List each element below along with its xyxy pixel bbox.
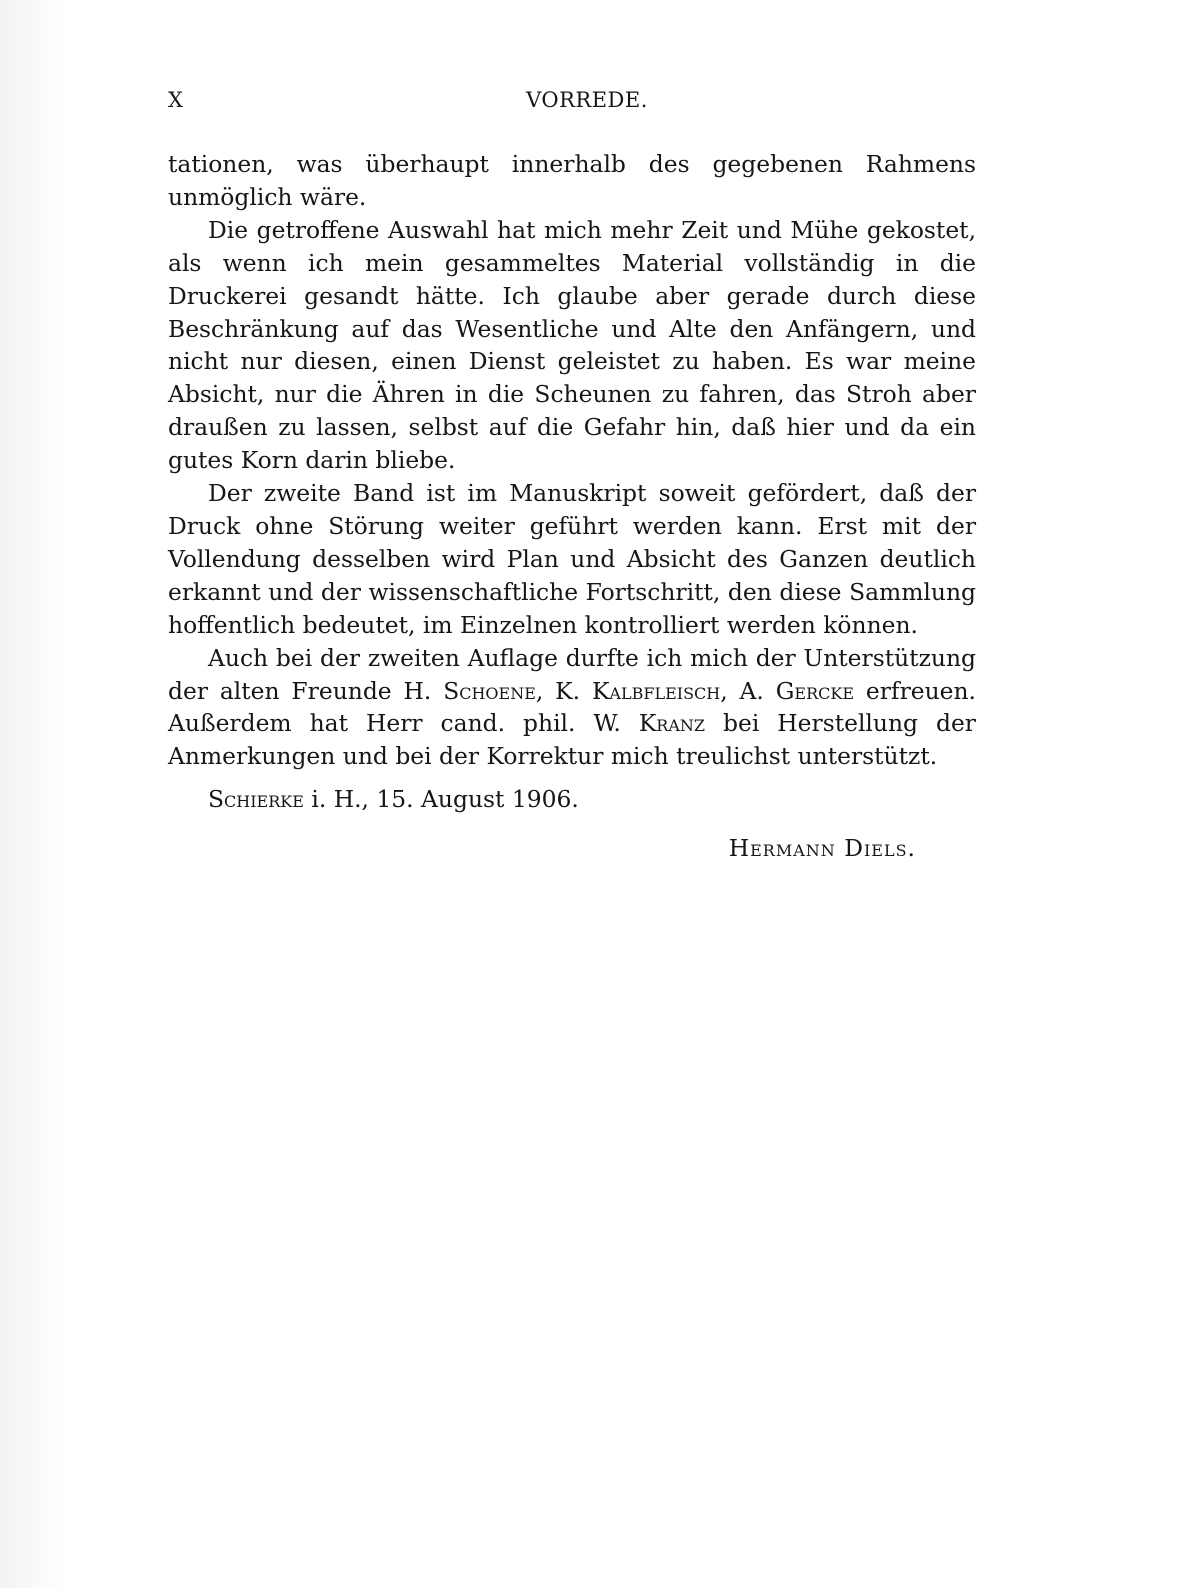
dateline-date: i. H., 15. August 1906. (303, 785, 579, 814)
running-head (168, 88, 976, 122)
name-gercke: Gercke (775, 676, 855, 705)
paragraph-4-text-1: Auch bei der zweiten Auflage durfte ich mich der Unterstützung der alten Freunde H. (168, 643, 976, 705)
signature (168, 832, 976, 865)
paragraph-4-text-2: , K. (535, 676, 592, 705)
paragraph-3: Der zweite Band ist im Manuskript soweit gefördert, daß der Druck ohne Störung weiter geführt werden kann. Erst mit der Vollendung desselben wird Plan und Absicht des Ganzen deutlich erkannt und der wissenschaftliche Fortschritt, den diese Sammlung hoffentlich bedeutet, im Einzelnen kontrolliert werden können. (168, 479, 976, 639)
page-number: X (168, 88, 184, 112)
dateline-place: Schierke (208, 785, 304, 814)
paragraph-2: Die getroffene Auswahl hat mich mehr Zeit und Mühe gekostet, als wenn ich mein gesammeltes Material vollständig in die Druckerei gesandt hätte. Ich glaube aber gerade durch diese Beschränkung auf das Wesentliche und Alte den Anfängern, und nicht nur diesen, einen Dienst geleistet zu haben. Es war meine Absicht, nur die Ähren in die Scheunen zu fahren, das Stroh aber draußen zu lassen, selbst auf die Gefahr hin, daß hier und da ein gutes Korn darin bliebe. (168, 215, 976, 475)
name-schoene: Schoene (443, 676, 536, 705)
running-head-title: VORREDE. (526, 88, 648, 112)
name-kalbfleisch: Kalbfleisch (591, 676, 721, 705)
paragraph-4-text-4: erfreuen. Außerdem hat Herr cand. phil. W. (168, 676, 976, 738)
body-text (168, 148, 976, 773)
scan-shadow (0, 0, 70, 1588)
paragraph-4 (168, 642, 976, 774)
paragraph-1: tationen, was überhaupt innerhalb des gegebenen Rahmens unmöglich wäre. (168, 150, 976, 211)
paragraph-4-text-3: , A. (720, 676, 776, 705)
signature-name: Hermann Diels. (728, 834, 916, 863)
paragraph-4-text-5: bei Herstellung der Anmerkungen und bei der Korrektur mich treulichst unterstützt. (168, 709, 976, 771)
name-kranz: Kranz (638, 709, 706, 738)
dateline (168, 783, 976, 816)
text-block (168, 88, 976, 865)
